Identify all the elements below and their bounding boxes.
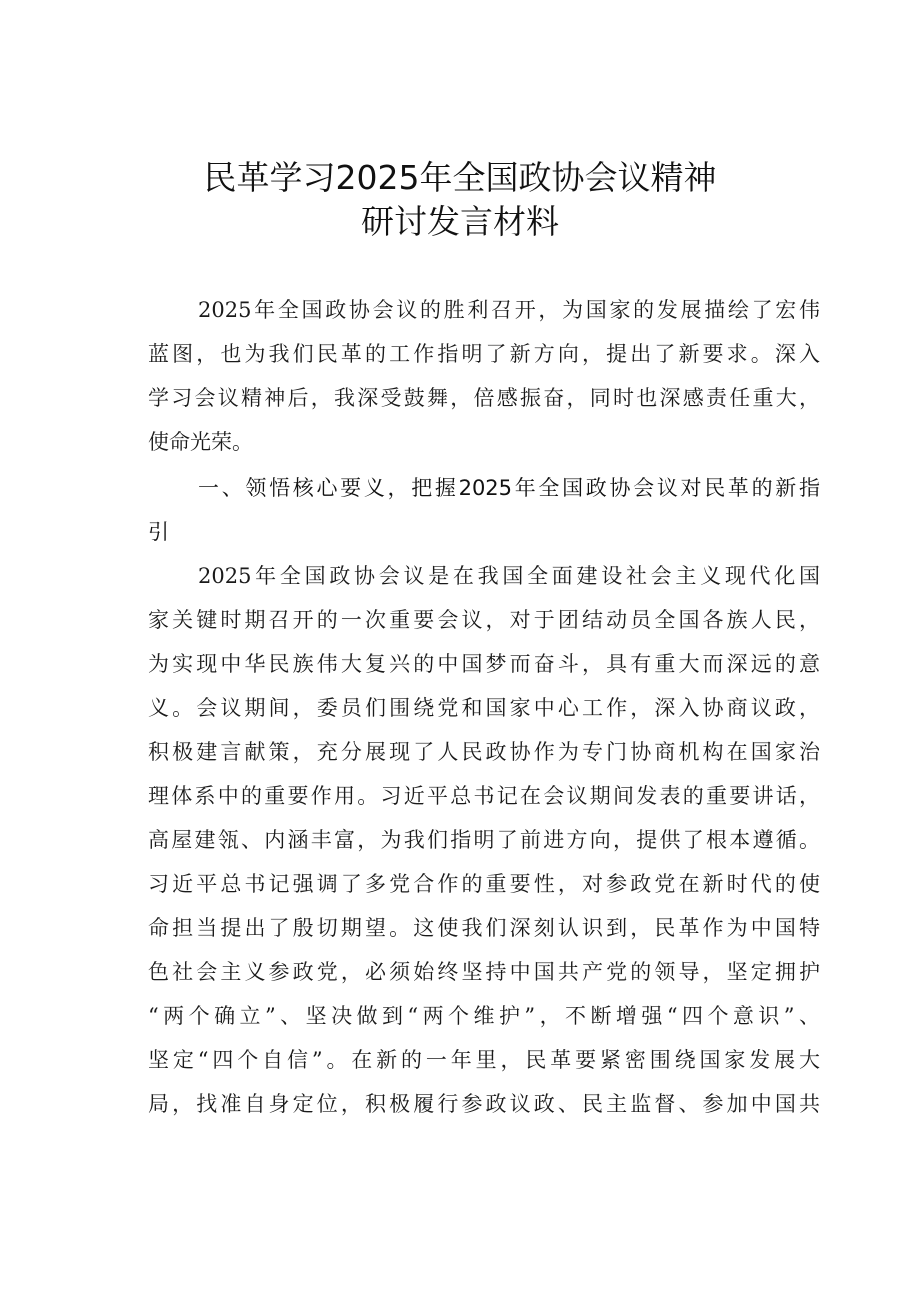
- paragraph-line: 学习会议精神后，我深受鼓舞，倍感振奋，同时也深感责任重大，: [148, 386, 820, 410]
- paragraph-line: 积极建言献策，充分展现了人民政协作为专门协商机构在国家治: [148, 740, 820, 764]
- paragraph-line: 义。会议期间，委员们围绕党和国家中心工作，深入协商议政，: [148, 696, 820, 720]
- paragraph-line: 坚定“四个自信”。在新的一年里，民革要紧密围绕国家发展大: [148, 1048, 820, 1072]
- paragraph-line: 2025年全国政协会议是在我国全面建设社会主义现代化国: [198, 564, 820, 588]
- intro-paragraph: [148, 288, 820, 464]
- paragraph-line: 2025年全国政协会议的胜利召开，为国家的发展描绘了宏伟: [198, 298, 820, 322]
- paragraph-line: 蓝图，也为我们民革的工作指明了新方向，提出了新要求。深入: [148, 342, 820, 366]
- paragraph-line: 家关键时期召开的一次重要会议，对于团结动员全国各族人民，: [148, 608, 820, 632]
- paragraph-line: “两个确立”、坚决做到“两个维护”，不断增强“四个意识”、: [148, 1004, 820, 1028]
- paragraph-line: 为实现中华民族伟大复兴的中国梦而奋斗，具有重大而深远的意: [148, 652, 820, 676]
- paragraph-line: 高屋建瓴、内涵丰富，为我们指明了前进方向，提供了根本遵循。: [148, 828, 820, 852]
- document-title-line-2: 研讨发言材料: [361, 202, 559, 241]
- paragraph-line: 习近平总书记强调了多党合作的重要性，对参政党在新时代的使: [148, 872, 820, 896]
- paragraph-line: 命担当提出了殷切期望。这使我们深刻认识到，民革作为中国特: [148, 916, 820, 940]
- paragraph-line: 使命光荣。: [148, 430, 253, 454]
- document-title-line-1: 民革学习2025年全国政协会议精神: [203, 158, 717, 197]
- section-heading-line: 引: [148, 520, 169, 544]
- paragraph-line: 色社会主义参政党，必须始终坚持中国共产党的领导，坚定拥护: [148, 960, 820, 984]
- section-body-paragraph: [148, 554, 820, 1126]
- paragraph-line: 局，找准自身定位，积极履行参政议政、民主监督、参加中国共: [148, 1092, 820, 1116]
- section-heading: [148, 466, 820, 554]
- paragraph-line: 理体系中的重要作用。习近平总书记在会议期间发表的重要讲话，: [148, 784, 820, 808]
- section-heading-line: 一、领悟核心要义，把握2025年全国政协会议对民革的新指: [198, 476, 820, 500]
